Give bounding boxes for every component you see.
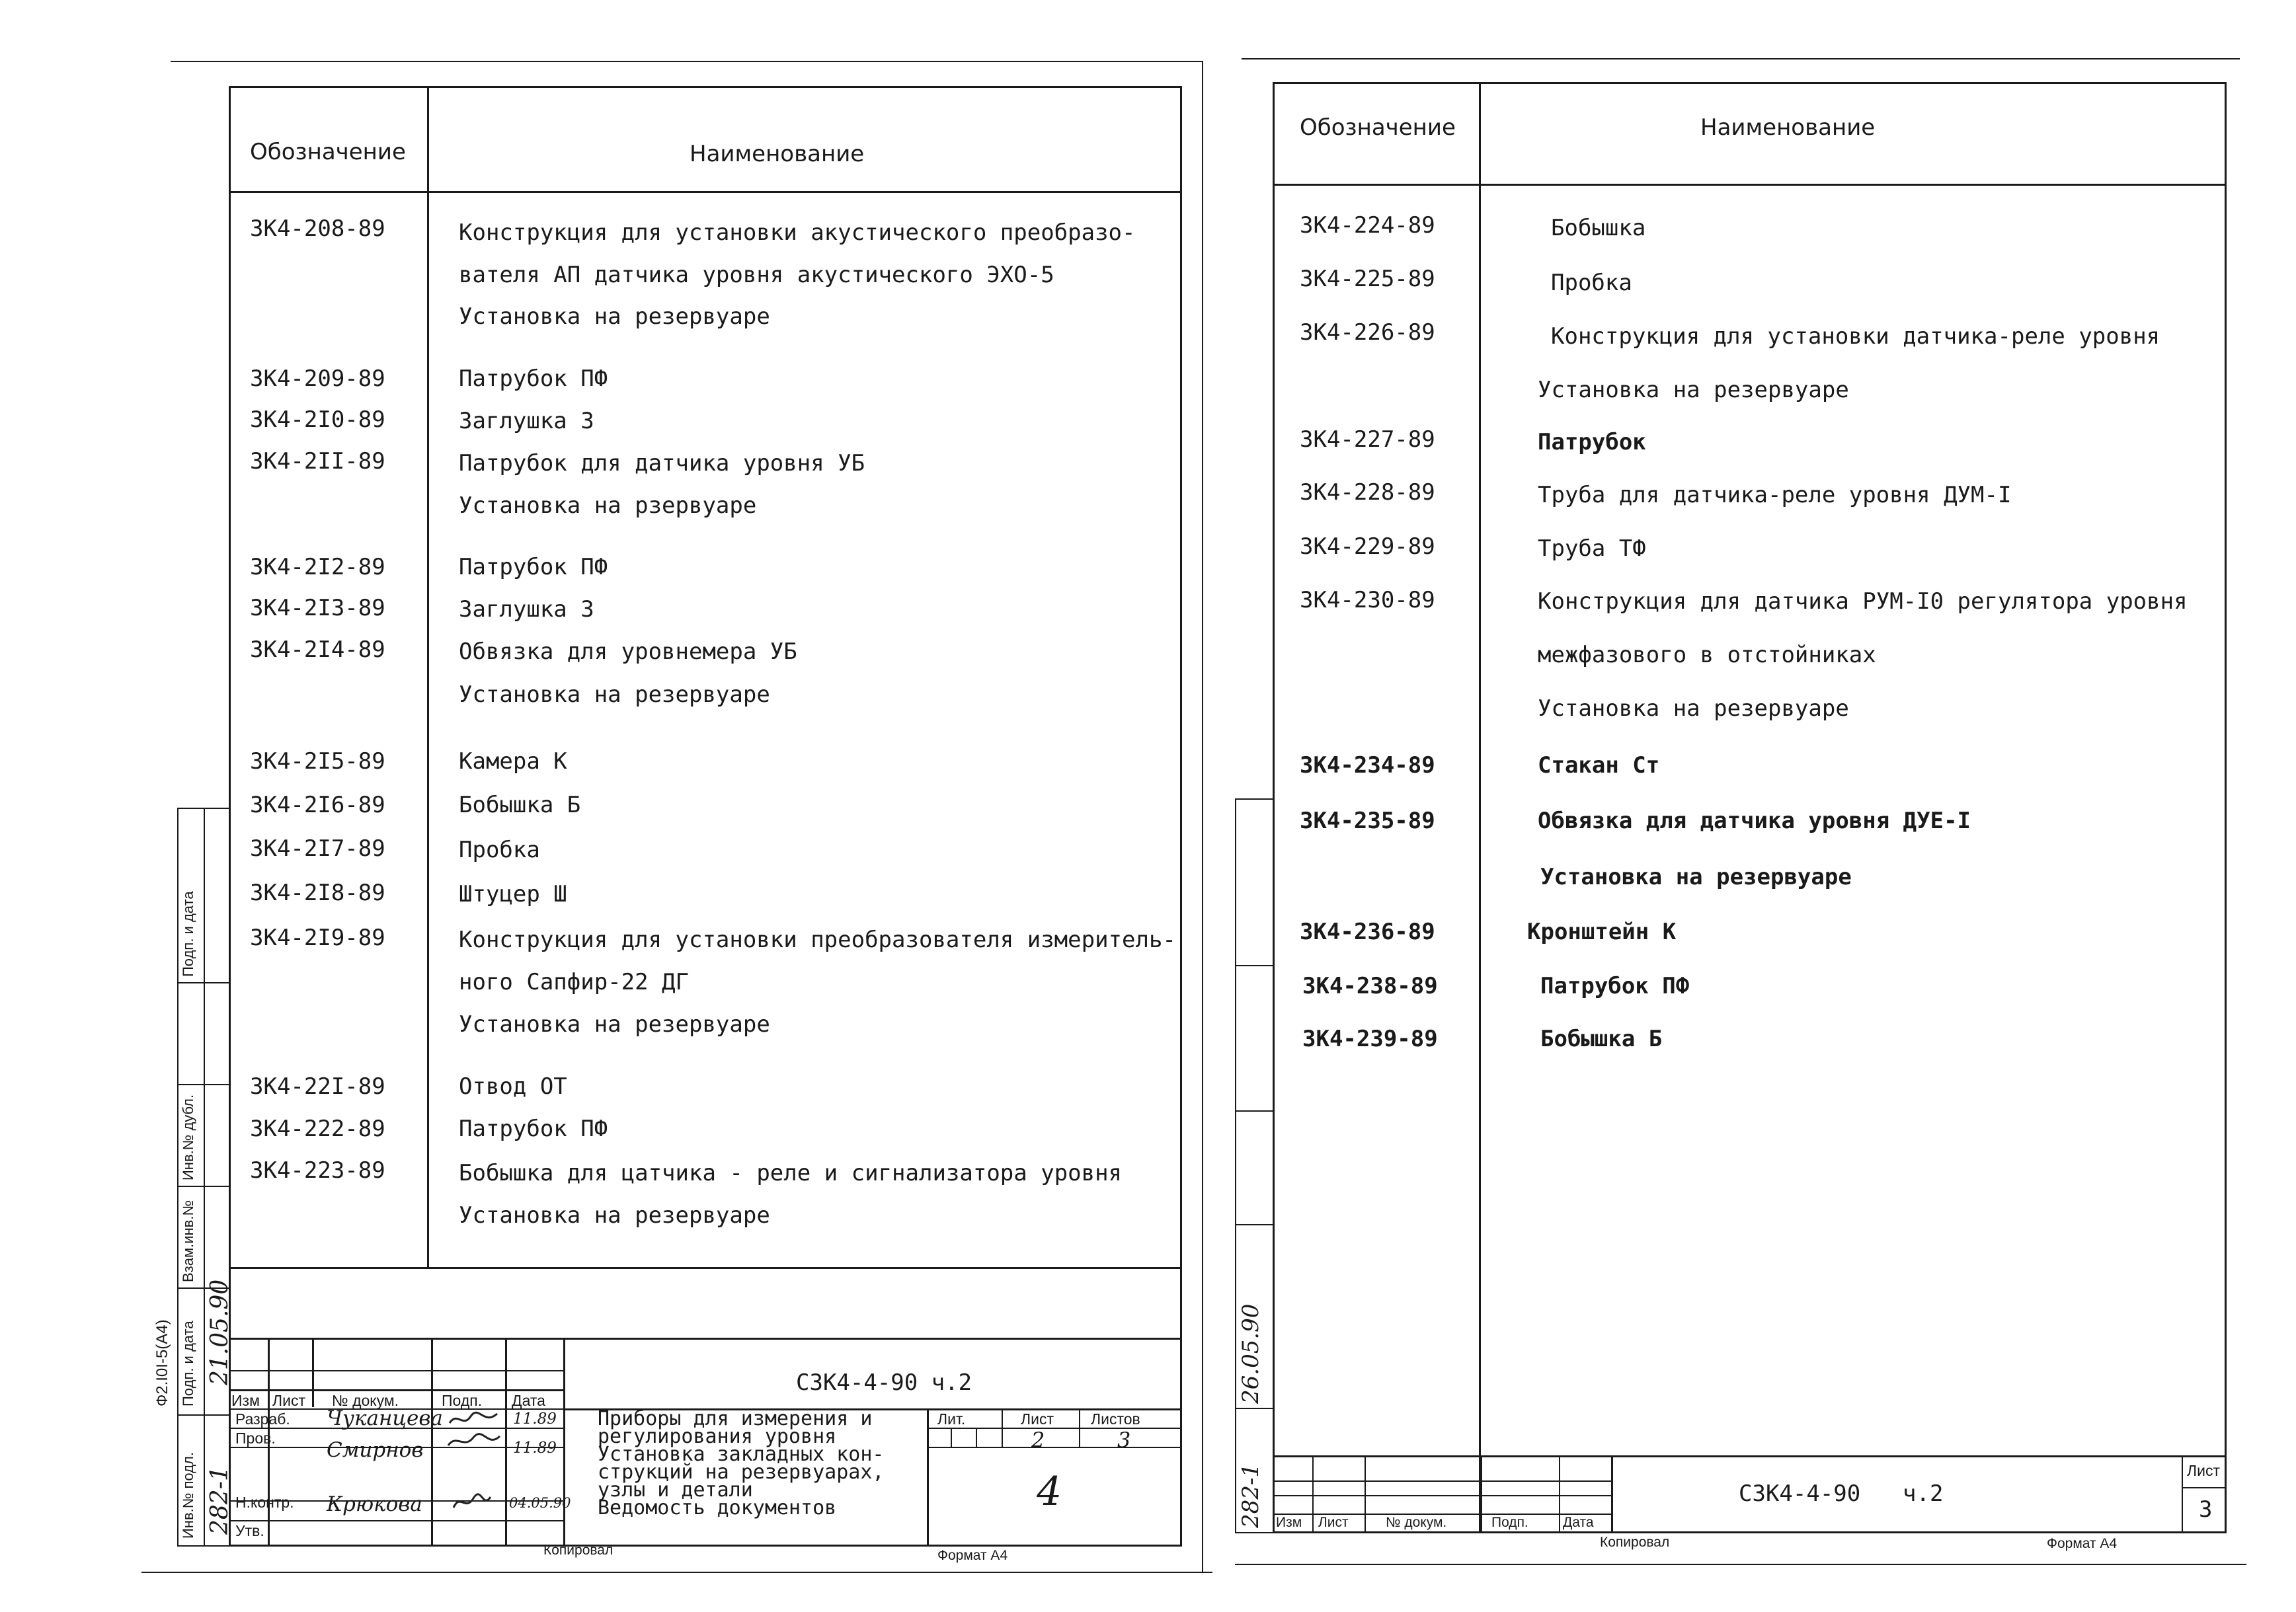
row-name: Обвязка для уровнемера УБ [459, 638, 797, 665]
row-code: ЗК4-234-89 [1300, 752, 1435, 779]
row-code: ЗК4-208-89 [250, 215, 385, 242]
sheets-count: 3 [1117, 1428, 1131, 1453]
row-code: ЗК4-209-89 [250, 365, 385, 392]
row-name: Патрубок для датчика уровня УБ [459, 450, 865, 477]
format-label: Формат А4 [937, 1548, 1008, 1563]
sheet-number: 2 [1031, 1428, 1045, 1453]
copied-by-label: Копировал [1600, 1535, 1670, 1550]
side-label: Подп. и дата [180, 891, 196, 977]
row-name: Бобышка [1551, 215, 1646, 241]
row-name: Штуцер Ш [459, 881, 567, 907]
side-date-value: 21.05.90 [206, 1279, 233, 1385]
row-name: Заглушка З [459, 596, 594, 623]
name-header: Наименование [1700, 114, 1876, 141]
row-name: Кронштейн К [1527, 919, 1677, 945]
side-label: Подп. и дата [180, 1321, 196, 1406]
row-code: ЗК4-230-89 [1300, 587, 1435, 613]
developer-name: Чуканцева [327, 1406, 443, 1430]
name-header: Наименование [690, 141, 865, 167]
row-name: Конструкция для датчика РУМ-I0 регулятора уровня [1538, 588, 2188, 615]
doc-part: ч.2 [1903, 1480, 1944, 1507]
row-name: Установка на резервуаре [1538, 377, 1849, 403]
row-code: ЗК4-224-89 [1300, 212, 1435, 239]
row-name: Пробка [1551, 270, 1632, 296]
row-code: ЗК4-235-89 [1300, 808, 1435, 834]
row-code: ЗК4-238-89 [1302, 973, 1438, 999]
designation-header: Обозначение [250, 139, 406, 165]
form-code: Ф2.I0I-5(А4) [153, 1319, 171, 1406]
doc-description-line: регулирования уровня [598, 1425, 837, 1448]
side-date-value: 26.05.90 [1238, 1303, 1264, 1404]
row-name: Установка на резервуаре [1540, 864, 1852, 890]
row-name: Установка на резервуаре [459, 303, 770, 330]
row-name: Труба ТФ [1538, 535, 1646, 562]
col-doc-no: № докум. [332, 1392, 399, 1409]
row-code: ЗК4-2I0-89 [250, 406, 385, 433]
row-code: ЗК4-22I-89 [250, 1073, 385, 1100]
col-date: Дата [1563, 1515, 1594, 1530]
row-name: Патрубок ПФ [459, 1116, 608, 1142]
doc-code: СЗК4-4-90 ч.2 [796, 1369, 972, 1396]
row-name: Патрубок ПФ [459, 554, 608, 580]
row-name: Установка на резервуаре [1538, 695, 1849, 722]
row-name: Труба для датчика-реле уровня ДУМ-I [1538, 482, 2012, 508]
row-name: вателя АП датчика уровня акустического ЭХО-5 [459, 262, 1054, 288]
row-name: межфазового в отстойниках [1538, 642, 1876, 668]
row-code: ЗК4-2I4-89 [250, 636, 385, 663]
col-change: Изм [231, 1392, 260, 1409]
sheet-label: Лист [1021, 1410, 1054, 1428]
designation-header: Обозначение [1300, 114, 1456, 141]
developer-date: 11.89 [513, 1410, 557, 1428]
role-approver: Утв. [235, 1522, 264, 1539]
doc-code: СЗК4-4-90 [1739, 1480, 1861, 1507]
row-code: ЗК4-2I7-89 [250, 835, 385, 862]
row-code: ЗК4-223-89 [250, 1157, 385, 1184]
doc-description-line: узлы и детали [598, 1478, 753, 1502]
side-label: Взам.инв.№ [180, 1200, 196, 1282]
row-name: Бобышка Б [459, 792, 581, 818]
col-sheet: Лист [1318, 1515, 1349, 1530]
row-name: Конструкция для установки преобразователя измеритель- [459, 927, 1176, 953]
side-label: Инв.№ подл. [180, 1452, 196, 1539]
row-code: ЗК4-239-89 [1302, 1026, 1438, 1052]
col-doc-no: № докум. [1386, 1515, 1447, 1530]
row-code: ЗК4-2II-89 [250, 448, 385, 475]
checker-name: Смирнов [327, 1438, 424, 1462]
row-name: Пробка [459, 837, 540, 863]
row-code: ЗК4-2I3-89 [250, 595, 385, 621]
row-code: ЗК4-2I9-89 [250, 925, 385, 951]
row-name: Конструкция для установки датчика-реле уровня [1551, 323, 2160, 350]
checker-date: 11.89 [513, 1439, 557, 1457]
row-code: ЗК4-236-89 [1300, 919, 1435, 945]
col-change: Изм [1276, 1515, 1302, 1530]
row-name: Бобышка Б [1540, 1026, 1663, 1052]
role-norm-control: Н.контр. [235, 1494, 294, 1511]
row-code: ЗК4-2I5-89 [250, 748, 385, 775]
side-inv-value: 282-1 [206, 1466, 233, 1535]
doc-description-line: Приборы для измерения и [598, 1407, 873, 1430]
role-developer: Разраб. [235, 1410, 290, 1428]
row-name: Установка на резервуаре [459, 1011, 770, 1038]
col-sheet: Лист [272, 1392, 305, 1409]
row-code: ЗК4-228-89 [1300, 479, 1435, 506]
row-name: Установка на рзервуаре [459, 492, 757, 519]
doc-description-line: Установка закладных кон- [598, 1443, 885, 1466]
sheet-label: Лист [2187, 1462, 2220, 1479]
row-name: Патрубок [1538, 429, 1646, 455]
role-checker: Пров. [235, 1430, 276, 1447]
col-date: Дата [512, 1392, 545, 1409]
row-name: Стакан Ст [1538, 752, 1660, 779]
lit-label: Лит. [937, 1410, 966, 1428]
row-name: Установка на резервуаре [459, 1202, 770, 1229]
row-name: Заглушка З [459, 408, 594, 434]
signature-image [444, 1408, 504, 1541]
row-name: Патрубок ПФ [1540, 973, 1690, 999]
row-code: ЗК4-225-89 [1300, 266, 1435, 292]
row-code: ЗК4-2I6-89 [250, 792, 385, 818]
col-sign: Подп. [1491, 1515, 1528, 1530]
row-code: ЗК4-2I8-89 [250, 880, 385, 906]
doc-description-line: струкций на резервуарах, [598, 1461, 885, 1484]
norm-control-name: Крюкова [327, 1492, 422, 1516]
format-label: Формат А4 [2047, 1536, 2118, 1551]
row-code: ЗК4-227-89 [1300, 426, 1435, 453]
row-code: ЗК4-229-89 [1300, 533, 1435, 560]
norm-control-date: 04.05.90 [509, 1495, 571, 1511]
side-label: Инв.№ дубл. [180, 1094, 196, 1180]
row-name: Конструкция для установки акустического преобразо- [459, 219, 1136, 246]
row-name: Патрубок ПФ [459, 365, 608, 392]
row-code: ЗК4-2I2-89 [250, 554, 385, 580]
row-code: ЗК4-222-89 [250, 1116, 385, 1142]
copied-by-label: Копировал [543, 1543, 614, 1558]
doc-description-line: Ведомость документов [598, 1496, 837, 1519]
row-name: Отвод ОТ [459, 1073, 567, 1100]
row-code: ЗК4-226-89 [1300, 319, 1435, 346]
side-inv-value: 282-1 [1238, 1463, 1264, 1528]
row-name: Камера К [459, 748, 567, 775]
sheet-number: 3 [2199, 1496, 2213, 1523]
stamp-number: 4 [1037, 1469, 1062, 1515]
row-name: Установка на резервуаре [459, 681, 770, 708]
row-name: Бобышка для цатчика - реле и сигнализатора уровня [459, 1160, 1123, 1186]
row-name: Обвязка для датчика уровня ДУЕ-I [1538, 808, 1971, 834]
sheets-label: Листов [1091, 1410, 1140, 1428]
col-sign: Подп. [442, 1392, 483, 1409]
row-name: ного Сапфир-22 ДГ [459, 969, 689, 995]
